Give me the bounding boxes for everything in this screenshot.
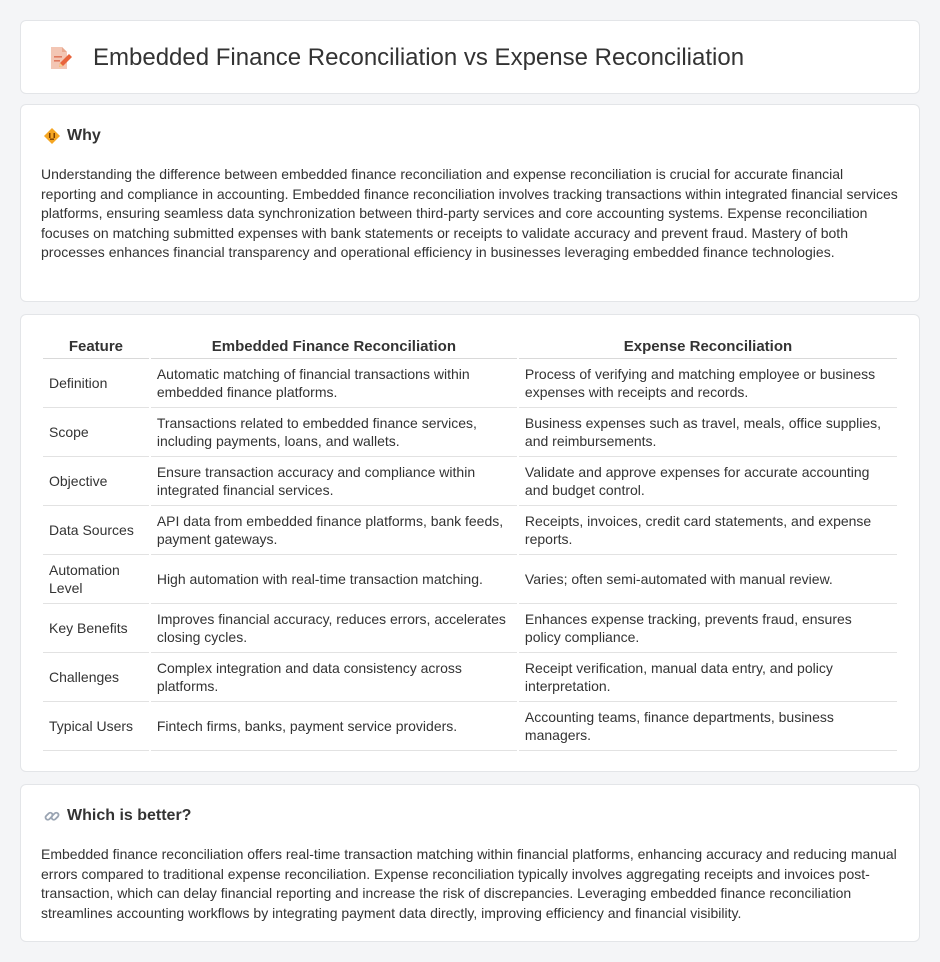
why-heading: Why	[67, 127, 101, 144]
header-embedded: Embedded Finance Reconciliation	[151, 335, 517, 359]
table-row	[43, 506, 897, 555]
header-expense: Expense Reconciliation	[519, 335, 897, 359]
embedded-cell: High automation with real-time transaction matching.	[151, 555, 517, 604]
document-pencil-icon	[47, 45, 73, 71]
feature-cell: Typical Users	[43, 702, 149, 751]
table-row	[43, 604, 897, 653]
feature-cell: Challenges	[43, 653, 149, 702]
comparison-section	[20, 314, 920, 772]
feature-cell: Automation Level	[43, 555, 149, 604]
better-text: Embedded finance reconciliation offers real-time transaction matching within financial platforms, enhancing accuracy and reducing manual errors compared to traditional expense reconciliation. Expense reconciliation typically involves aggregating receipts and invoices post-transaction, which can delay financial reporting and increase the risk of discrepancies. Leveraging embedded finance reconciliation streamlines accounting workflows by integrating payment data directly, improving efficiency and financial visibility.	[41, 846, 897, 921]
feature-cell: Objective	[43, 457, 149, 506]
feature-cell: Scope	[43, 408, 149, 457]
table-row	[43, 702, 897, 751]
expense-cell: Receipts, invoices, credit card statements, and expense reports.	[519, 506, 897, 555]
embedded-cell: API data from embedded finance platforms, bank feeds, payment gateways.	[151, 506, 517, 555]
page-title: Embedded Finance Reconciliation vs Expense Reconciliation	[93, 44, 745, 71]
feature-cell: Definition	[43, 359, 149, 408]
expense-cell: Validate and approve expenses for accurate accounting and budget control.	[519, 457, 897, 506]
expense-cell: Receipt verification, manual data entry, and policy interpretation.	[519, 653, 897, 702]
header-card	[20, 20, 920, 94]
table-header-row	[43, 335, 897, 359]
expense-cell: Enhances expense tracking, prevents fraud, ensures policy compliance.	[519, 604, 897, 653]
better-heading: Which is better?	[67, 807, 192, 824]
expense-cell: Business expenses such as travel, meals, office supplies, and reimbursements.	[519, 408, 897, 457]
feature-cell: Data Sources	[43, 506, 149, 555]
embedded-cell: Improves financial accuracy, reduces errors, accelerates closing cycles.	[151, 604, 517, 653]
feature-cell: Key Benefits	[43, 604, 149, 653]
table-row	[43, 653, 897, 702]
which-is-better-section	[20, 784, 920, 942]
table-row	[43, 457, 897, 506]
diamond-warning-icon	[43, 127, 61, 145]
embedded-cell: Automatic matching of financial transactions within embedded finance platforms.	[151, 359, 517, 408]
table-row	[43, 408, 897, 457]
expense-cell: Varies; often semi-automated with manual review.	[519, 555, 897, 604]
header-feature: Feature	[43, 335, 149, 359]
expense-cell: Process of verifying and matching employee or business expenses with receipts and records.	[519, 359, 897, 408]
embedded-cell: Transactions related to embedded finance services, including payments, loans, and wallets.	[151, 408, 517, 457]
comparison-table	[41, 335, 899, 751]
why-text: Understanding the difference between embedded finance reconciliation and expense reconciliation is crucial for accurate financial reporting and compliance in accounting. Embedded finance reconciliation involves tracking transactions within integrated financial services platforms, ensuring seamless data synchronization between third-party services and core accounting systems. Expense reconciliation focuses on matching submitted expenses with bank statements or receipts to validate accuracy and prevent fraud. Mastery of both processes enhances financial transparency and operational efficiency in businesses leveraging embedded finance technologies.	[41, 166, 898, 260]
why-section	[20, 104, 920, 302]
table-row	[43, 359, 897, 408]
table-row	[43, 555, 897, 604]
expense-cell: Accounting teams, finance departments, business managers.	[519, 702, 897, 751]
embedded-cell: Complex integration and data consistency across platforms.	[151, 653, 517, 702]
embedded-cell: Fintech firms, banks, payment service providers.	[151, 702, 517, 751]
embedded-cell: Ensure transaction accuracy and compliance within integrated financial services.	[151, 457, 517, 506]
link-icon	[43, 807, 61, 825]
